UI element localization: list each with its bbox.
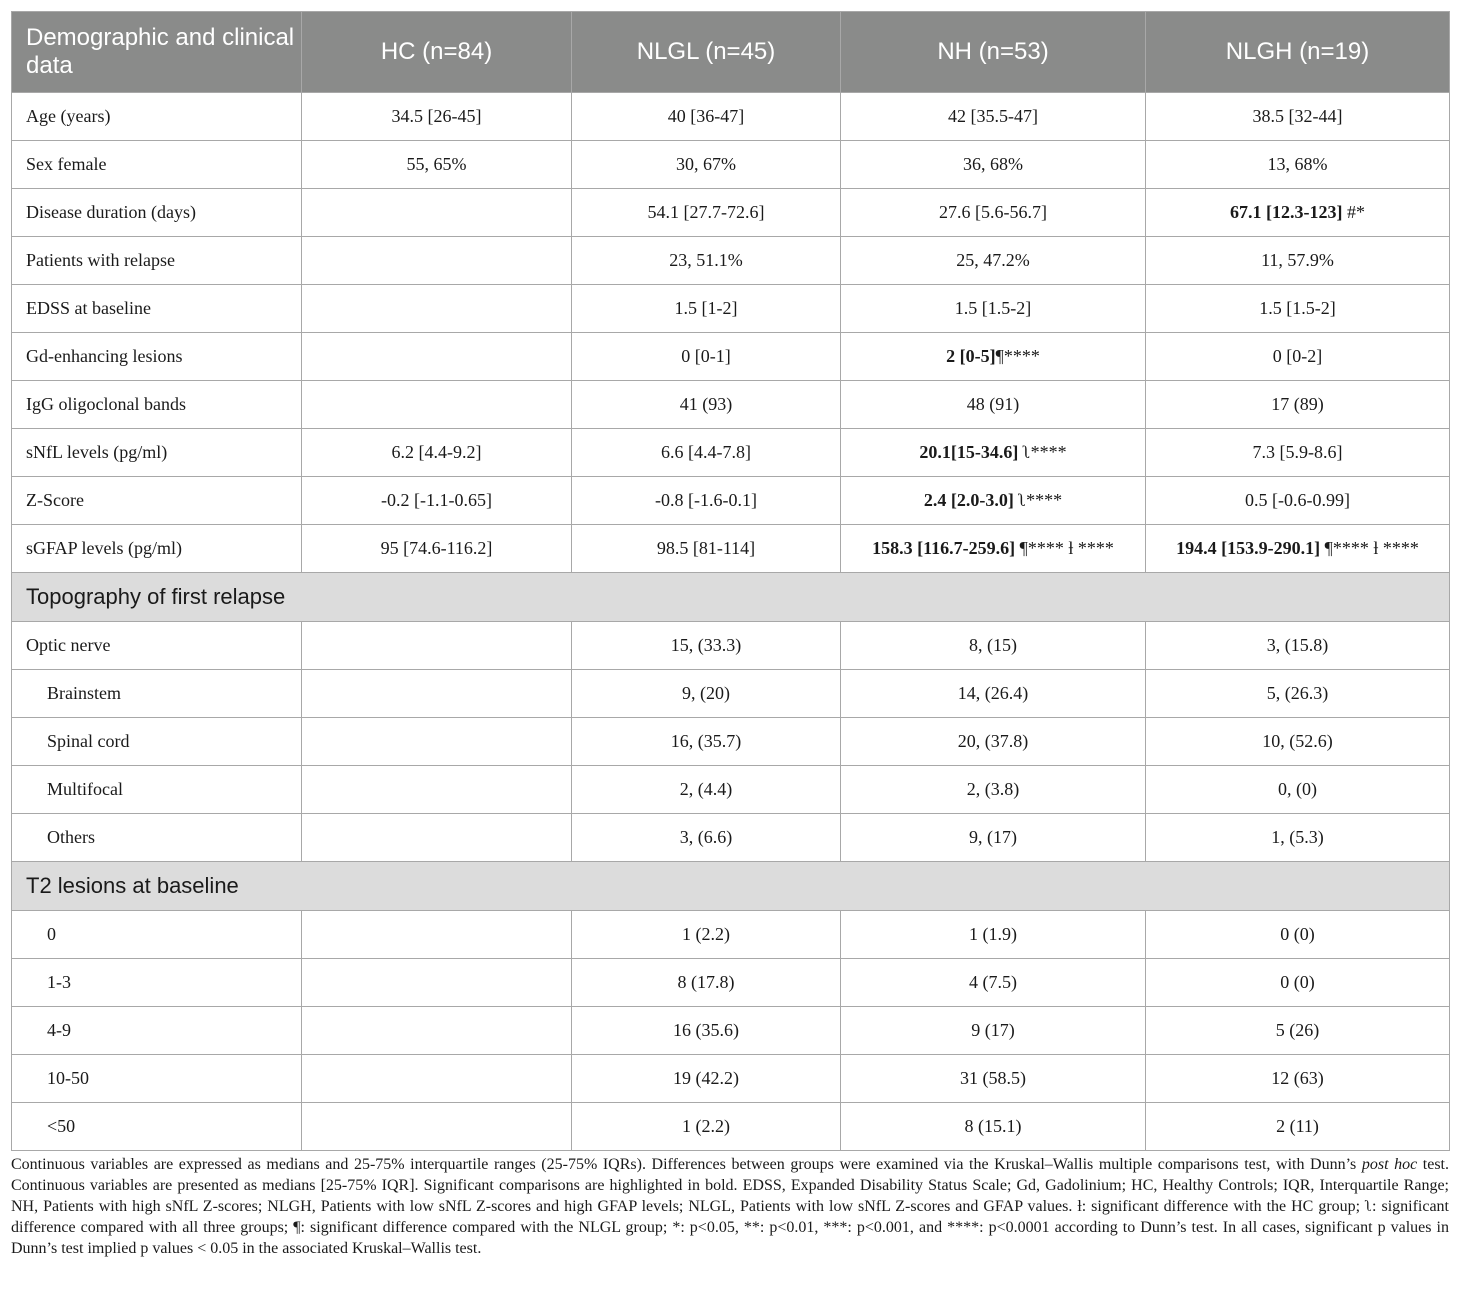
section-header-topography [12,573,1450,622]
row-label: Sex female [12,141,302,189]
row-label: Optic nerve [12,622,302,670]
significance-mark: ¶**** ƚ **** [1320,538,1419,558]
table-row [12,1055,1450,1103]
cell-nlgl: 40 [36-47] [572,93,841,141]
row-label: sGFAP levels (pg/ml) [12,525,302,573]
cell-nh [841,429,1146,477]
cell-nlgh: 13, 68% [1146,141,1450,189]
header-hc: HC (n=84) [302,12,572,93]
cell-hc [302,1103,572,1151]
footnote-italic: post hoc [1361,1156,1418,1173]
table-row [12,525,1450,573]
table-row [12,93,1450,141]
row-label: 1-3 [12,959,302,1007]
row-label: <50 [12,1103,302,1151]
row-label: 4-9 [12,1007,302,1055]
cell-nlgl: 6.6 [4.4-7.8] [572,429,841,477]
cell-hc [302,1007,572,1055]
table-row [12,477,1450,525]
table-row [12,718,1450,766]
table-row [12,1103,1450,1151]
cell-nlgl: 19 (42.2) [572,1055,841,1103]
cell-nlgh [1146,525,1450,573]
cell-nlgl: 41 (93) [572,381,841,429]
significant-value: 67.1 [12.3-123] [1230,202,1343,222]
significance-mark: ʅ**** [1013,490,1063,510]
cell-nlgh: 17 (89) [1146,381,1450,429]
row-label: IgG oligoclonal bands [12,381,302,429]
table-row [12,381,1450,429]
table-footnote [11,1154,1449,1259]
cell-nlgh: 7.3 [5.9-8.6] [1146,429,1450,477]
significant-value: 158.3 [116.7-259.6] [872,538,1016,558]
table-row [12,333,1450,381]
table-row [12,766,1450,814]
cell-nlgh: 5, (26.3) [1146,670,1450,718]
significant-value: 2.4 [2.0-3.0] [923,490,1014,510]
cell-nh: 25, 47.2% [841,237,1146,285]
cell-nh: 2, (3.8) [841,766,1146,814]
cell-hc: 6.2 [4.4-9.2] [302,429,572,477]
cell-nlgl: 1 (2.2) [572,911,841,959]
table-row [12,285,1450,333]
cell-nlgh: 2 (11) [1146,1103,1450,1151]
header-nh: NH (n=53) [841,12,1146,93]
cell-nh: 14, (26.4) [841,670,1146,718]
cell-nh: 42 [35.5-47] [841,93,1146,141]
cell-hc: 55, 65% [302,141,572,189]
cell-nlgl: 8 (17.8) [572,959,841,1007]
significance-mark: ¶**** ƚ **** [1015,538,1114,558]
row-label: 10-50 [12,1055,302,1103]
cell-nlgl: 15, (33.3) [572,622,841,670]
header-nlgh: NLGH (n=19) [1146,12,1450,93]
cell-hc [302,766,572,814]
cell-nlgl: 0 [0-1] [572,333,841,381]
cell-nlgh: 0, (0) [1146,766,1450,814]
cell-hc [302,381,572,429]
table-row [12,237,1450,285]
table-row [12,141,1450,189]
cell-hc [302,189,572,237]
row-label: Disease duration (days) [12,189,302,237]
cell-nlgh: 38.5 [32-44] [1146,93,1450,141]
cell-nlgh: 0.5 [-0.6-0.99] [1146,477,1450,525]
cell-nh: 48 (91) [841,381,1146,429]
cell-nh: 31 (58.5) [841,1055,1146,1103]
table-row [12,189,1450,237]
significant-value: 20.1[15-34.6] [919,442,1019,462]
row-label: Spinal cord [12,718,302,766]
cell-nh [841,525,1146,573]
row-label: Z-Score [12,477,302,525]
cell-nh: 1 (1.9) [841,911,1146,959]
significant-value: 194.4 [153.9-290.1] [1176,538,1321,558]
cell-hc [302,959,572,1007]
cell-nh: 4 (7.5) [841,959,1146,1007]
row-label: Multifocal [12,766,302,814]
table-row [12,911,1450,959]
cell-nlgh: 0 [0-2] [1146,333,1450,381]
cell-nlgh: 12 (63) [1146,1055,1450,1103]
table-row [12,1007,1450,1055]
section-header-t2-lesions [12,862,1450,911]
cell-nlgh: 1, (5.3) [1146,814,1450,862]
demographics-table [11,11,1450,1151]
footnote-text-1: Continuous variables are expressed as medians and 25-75% interquartile ranges (25-75% IQRs). Differences between groups were examined via the Kruskal–Wallis multiple comparisons test, with Dunn’s [11,1156,1362,1173]
cell-nlgl: 3, (6.6) [572,814,841,862]
cell-nh: 36, 68% [841,141,1146,189]
cell-nlgl: 2, (4.4) [572,766,841,814]
demographics-table-container [11,11,1449,1151]
table-header [12,12,1450,93]
table-row [12,622,1450,670]
cell-nlgl: 9, (20) [572,670,841,718]
significant-value: 2 [0-5] [946,346,996,366]
cell-hc [302,911,572,959]
cell-hc [302,237,572,285]
cell-nlgl: 23, 51.1% [572,237,841,285]
cell-nlgl: -0.8 [-1.6-0.1] [572,477,841,525]
cell-nh: 27.6 [5.6-56.7] [841,189,1146,237]
cell-nlgh [1146,189,1450,237]
table-row [12,670,1450,718]
row-label: Patients with relapse [12,237,302,285]
row-label: 0 [12,911,302,959]
cell-nlgl: 16 (35.6) [572,1007,841,1055]
cell-nh [841,333,1146,381]
header-label-col: Demographic and clinical data [12,12,302,93]
cell-hc: -0.2 [-1.1-0.65] [302,477,572,525]
table-body [12,93,1450,1151]
cell-nlgl: 98.5 [81-114] [572,525,841,573]
significance-mark: ʅ**** [1018,442,1067,462]
cell-nlgh: 1.5 [1.5-2] [1146,285,1450,333]
cell-hc [302,1055,572,1103]
row-label: Others [12,814,302,862]
section-title: T2 lesions at baseline [12,862,1450,911]
cell-nlgl: 1.5 [1-2] [572,285,841,333]
cell-hc [302,285,572,333]
row-label: sNfL levels (pg/ml) [12,429,302,477]
cell-nlgh: 10, (52.6) [1146,718,1450,766]
cell-nlgl: 30, 67% [572,141,841,189]
cell-hc [302,718,572,766]
table-row [12,959,1450,1007]
footnote-text-2: test. Continuous variables are presented as medians [25-75% IQR]. Significant comparisons are highlighted in bold. EDSS, Expanded Disability Status Scale; Gd, Gadolinium; HC, Healthy Controls; IQR, Interquartile Range; NH, Patients with high sNfL Z-scores; NLGH, Patients with low sNfL Z-scores and high GFAP levels; NLGL, Patients with low sNfL Z-scores and GFAP values. ƚ: significant difference with the HC group; ʅ: significant difference compared with all three groups; ¶: significant difference compared with the NLGL group; *: p<0.05, **: p<0.01, ***: p<0.001, and ****: p<0.0001 according to Dunn’s test. In all cases, significant p values in Dunn’s test implied p values < 0.05 in the associated Kruskal–Wallis test. [11,1156,1449,1257]
cell-nh: 1.5 [1.5-2] [841,285,1146,333]
cell-nlgh: 0 (0) [1146,911,1450,959]
cell-nlgh: 3, (15.8) [1146,622,1450,670]
cell-nh: 20, (37.8) [841,718,1146,766]
row-label: Age (years) [12,93,302,141]
significance-mark: #* [1342,202,1365,222]
cell-nh [841,477,1146,525]
section-title: Topography of first relapse [12,573,1450,622]
cell-hc: 34.5 [26-45] [302,93,572,141]
cell-hc [302,670,572,718]
cell-nlgl: 16, (35.7) [572,718,841,766]
row-label: Gd-enhancing lesions [12,333,302,381]
header-nlgl: NLGL (n=45) [572,12,841,93]
row-label: Brainstem [12,670,302,718]
table-row [12,814,1450,862]
cell-nlgl: 54.1 [27.7-72.6] [572,189,841,237]
cell-hc: 95 [74.6-116.2] [302,525,572,573]
cell-nlgh: 11, 57.9% [1146,237,1450,285]
table-row [12,429,1450,477]
cell-nh: 9, (17) [841,814,1146,862]
cell-nh: 8, (15) [841,622,1146,670]
row-label: EDSS at baseline [12,285,302,333]
cell-nlgl: 1 (2.2) [572,1103,841,1151]
cell-nlgh: 5 (26) [1146,1007,1450,1055]
cell-hc [302,333,572,381]
cell-hc [302,622,572,670]
cell-nh: 9 (17) [841,1007,1146,1055]
cell-nlgh: 0 (0) [1146,959,1450,1007]
cell-hc [302,814,572,862]
cell-nh: 8 (15.1) [841,1103,1146,1151]
significance-mark: ¶**** [995,346,1040,366]
